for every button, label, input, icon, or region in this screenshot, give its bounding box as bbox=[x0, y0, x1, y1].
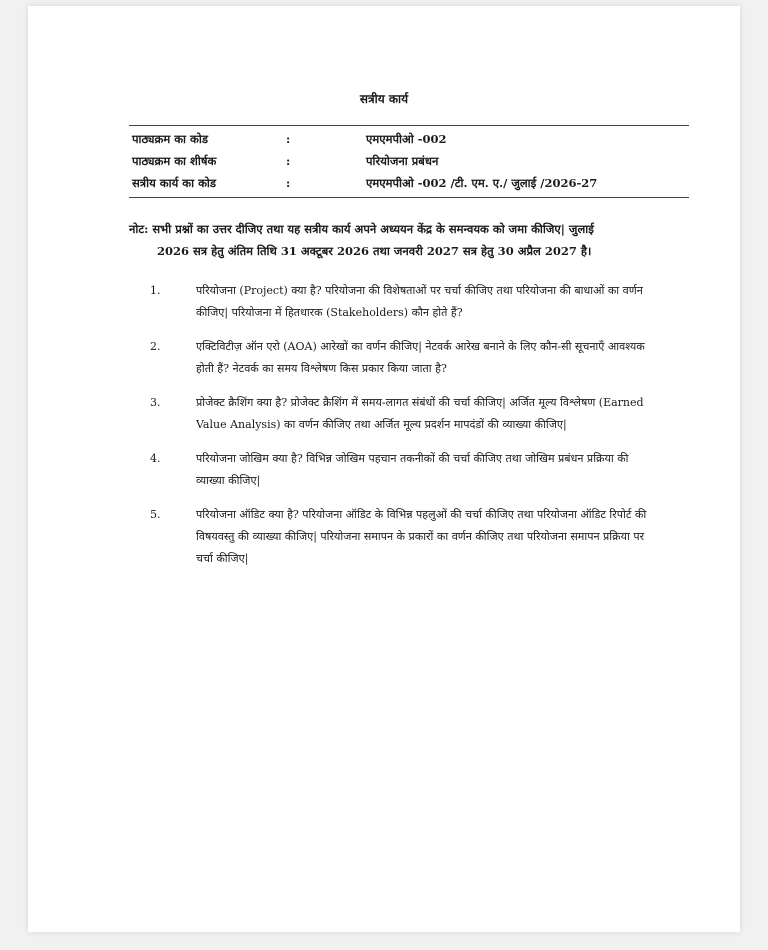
question-line: कीजिए| परियोजना में हितधारक (Stakeholders) कौन होते हैं? bbox=[196, 306, 463, 319]
course-info-table bbox=[129, 125, 689, 198]
meta-label: सत्रीय कार्य का कोड bbox=[132, 175, 217, 190]
question-number: 1. bbox=[150, 284, 161, 297]
note-line: नोट: सभी प्रश्नों का उत्तर दीजिए तथा यह सत्रीय कार्य अपने अध्ययन केंद्र के समन्वयक को जमा कीजिए| जुलाई bbox=[129, 222, 594, 236]
question-line: व्याख्या कीजिए| bbox=[196, 474, 261, 487]
question-line: परियोजना ऑडिट क्या है? परियोजना ऑडिट के विभिन्न पहलुओं की चर्चा कीजिए तथा परियोजना ऑडिट रिपोर्ट की bbox=[196, 508, 647, 521]
document-page bbox=[28, 6, 740, 932]
question-list bbox=[148, 280, 693, 582]
question-number: 2. bbox=[150, 340, 161, 353]
meta-value: परियोजना प्रबंधन bbox=[366, 153, 439, 168]
meta-label: पाठ्यक्रम का कोड bbox=[132, 131, 208, 146]
question-number: 3. bbox=[150, 396, 161, 409]
course-code-row bbox=[129, 128, 689, 150]
meta-colon: : bbox=[286, 176, 291, 190]
meta-value: एमएमपीओ -002 bbox=[366, 131, 447, 146]
note-line: 2026 सत्र हेतु अंतिम तिथि 31 अक्टूबर 2026 तथा जनवरी 2027 सत्र हेतु 30 अप्रैल 2027 है। bbox=[157, 244, 592, 258]
meta-label: पाठ्यक्रम का शीर्षक bbox=[132, 153, 217, 168]
meta-colon: : bbox=[286, 154, 291, 168]
question-line: होती हैं? नेटवर्क का समय विश्लेषण किस प्रकार किया जाता है? bbox=[196, 362, 447, 375]
question-text bbox=[196, 336, 693, 380]
question-item bbox=[148, 280, 693, 324]
question-line: Value Analysis) का वर्णन कीजिए तथा अर्जित मूल्य प्रदर्शन मापदंडों की व्याख्या कीजिए| bbox=[196, 418, 567, 431]
meta-colon: : bbox=[286, 132, 291, 146]
question-item bbox=[148, 504, 693, 570]
question-line: परियोजना जोखिम क्या है? विभिन्न जोखिम पहचान तकनीकों की चर्चा कीजिए तथा जोखिम प्रबंधन प्रक्रिया की bbox=[196, 452, 629, 465]
question-line: चर्चा कीजिए| bbox=[196, 552, 249, 565]
question-text bbox=[196, 392, 693, 436]
question-text bbox=[196, 504, 693, 570]
question-item bbox=[148, 448, 693, 492]
question-text bbox=[196, 280, 693, 324]
meta-value: एमएमपीओ -002 /टी. एम. ए./ जुलाई /2026-27 bbox=[366, 175, 598, 190]
question-item bbox=[148, 392, 693, 436]
question-item bbox=[148, 336, 693, 380]
question-line: एक्टिविटीज़ ऑन एरो (AOA) आरेखों का वर्णन कीजिए| नेटवर्क आरेख बनाने के लिए कौन-सी सूचनाएँ आवश्यक bbox=[196, 340, 645, 353]
question-number: 4. bbox=[150, 452, 161, 465]
note-paragraph bbox=[129, 218, 691, 262]
assignment-code-row bbox=[129, 172, 689, 194]
document-title: सत्रीय कार्य bbox=[359, 92, 409, 106]
question-line: परियोजना (Project) क्या है? परियोजना की विशेषताओं पर चर्चा कीजिए तथा परियोजना की बाधाओं का वर्णन bbox=[196, 284, 643, 297]
course-title-row bbox=[129, 150, 689, 172]
question-line: प्रोजेक्ट क्रैशिंग क्या है? प्रोजेक्ट क्रैशिंग में समय-लागत संबंधों की चर्चा कीजिए| अर्जित मूल्य विश्लेषण (Earned bbox=[196, 396, 644, 409]
question-text bbox=[196, 448, 693, 492]
question-number: 5. bbox=[150, 508, 161, 521]
question-line: विषयवस्तु की व्याख्या कीजिए| परियोजना समापन के प्रकारों का वर्णन कीजिए तथा परियोजना समापन प्रक्रिया पर bbox=[196, 530, 645, 543]
